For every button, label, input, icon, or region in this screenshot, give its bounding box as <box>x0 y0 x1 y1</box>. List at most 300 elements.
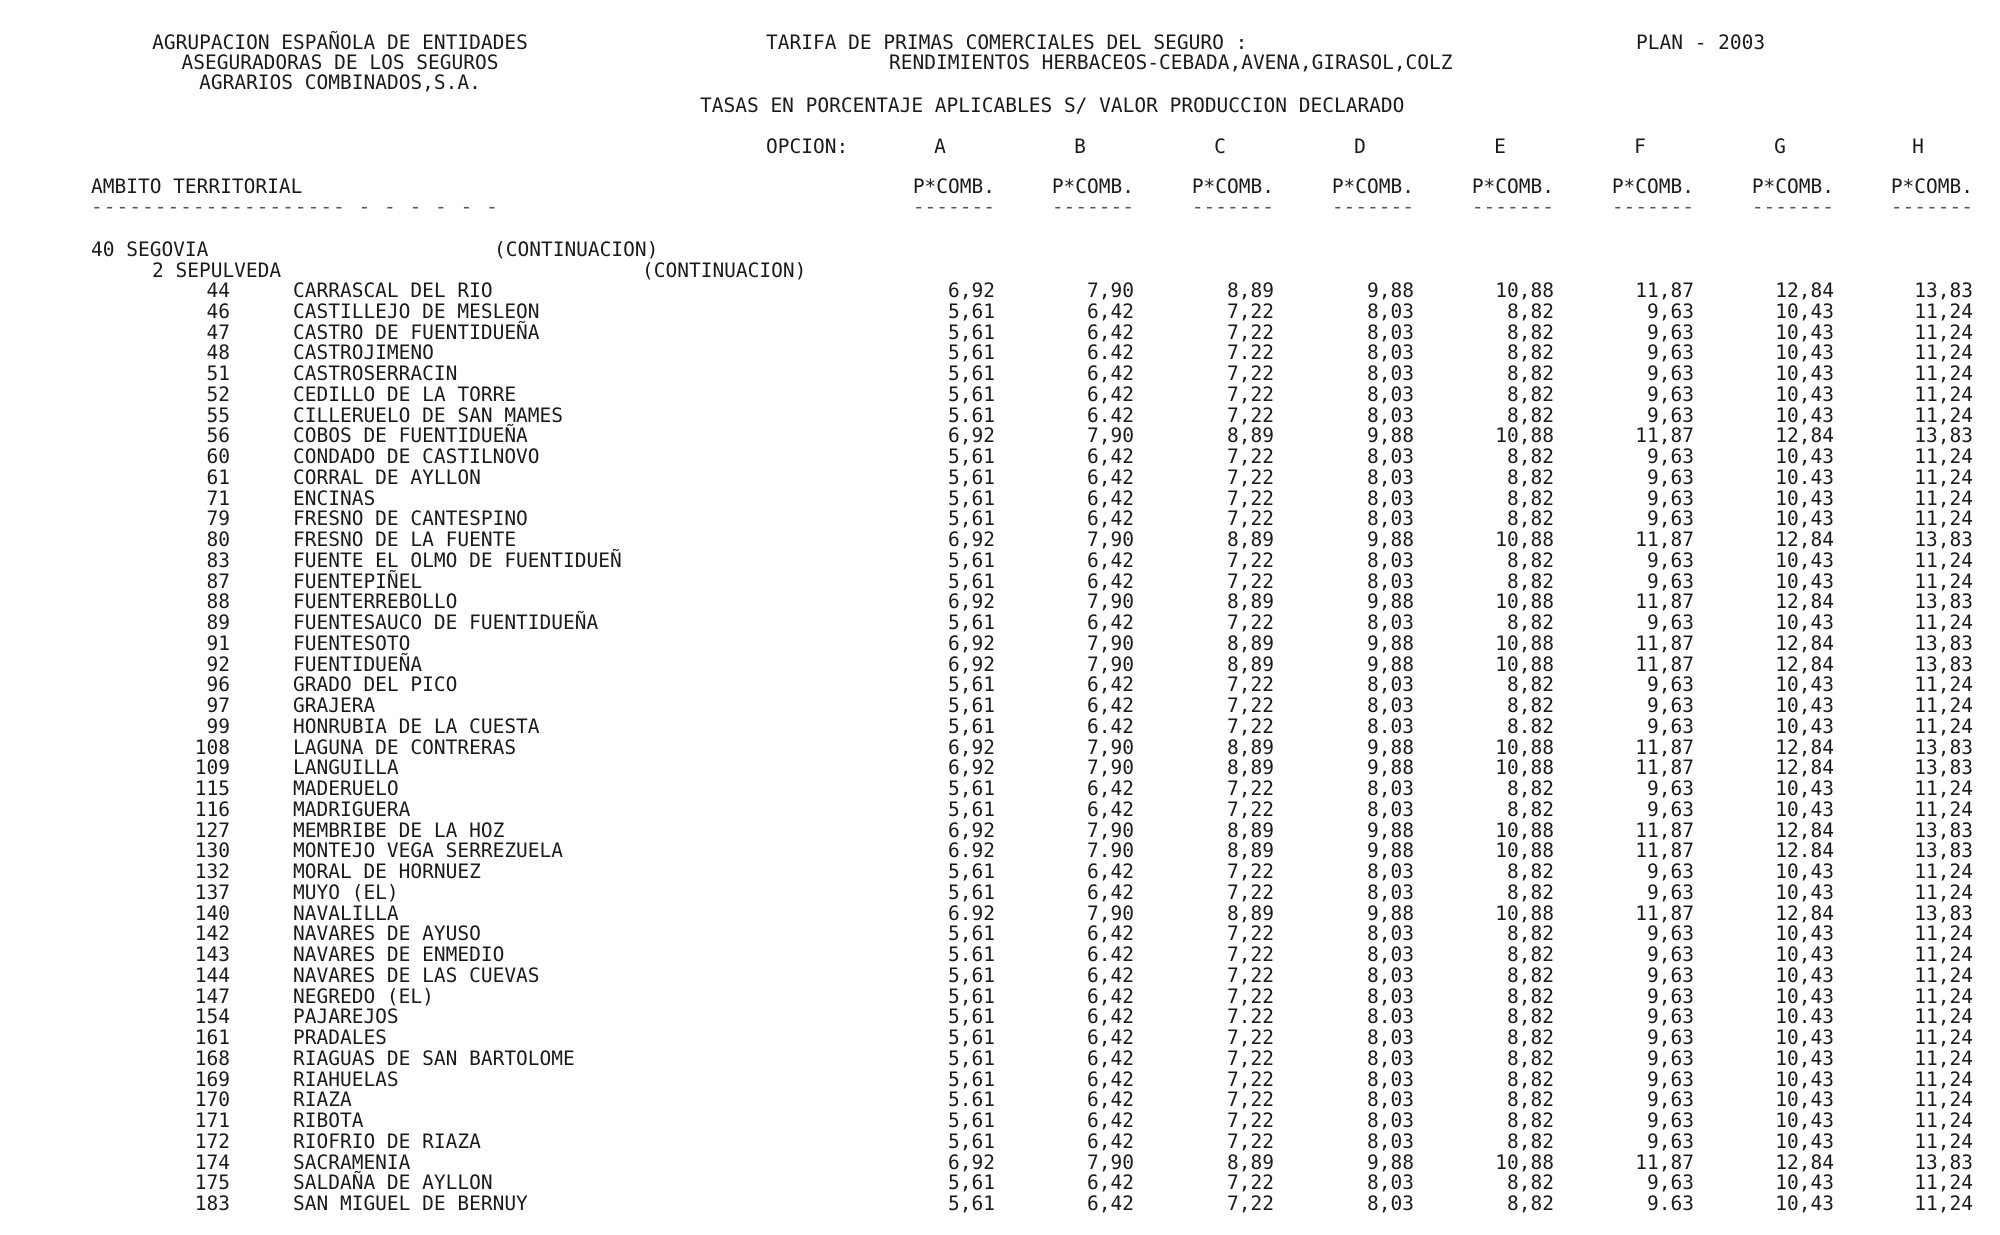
rate-cell: 7,22 <box>1227 1026 1274 1049</box>
rate-cell: 8,03 <box>1367 673 1414 696</box>
municipality-name: ENCINAS <box>293 487 376 510</box>
rate-cell: 7,90 <box>1087 590 1134 613</box>
municipality-code: 132 <box>194 860 230 883</box>
municipality-name: FUENTE EL OLMO DE FUENTIDUEÑ <box>293 549 622 572</box>
municipality-code: 56 <box>206 424 230 447</box>
rate-cell: 6.42 <box>1087 341 1134 364</box>
rate-cell: 10,43 <box>1775 860 1834 883</box>
rate-cell: 7,22 <box>1227 466 1274 489</box>
rate-cell: 9,88 <box>1367 590 1414 613</box>
rate-cell: 8,82 <box>1507 445 1554 468</box>
rate-cell: 9,63 <box>1647 466 1694 489</box>
rate-cell: 9,63 <box>1647 1005 1694 1028</box>
rate-cell: 11,24 <box>1914 362 1973 385</box>
rate-cell: 6.42 <box>1087 943 1134 966</box>
column-header: P*COMB. <box>1611 175 1694 198</box>
rate-cell: 10,43 <box>1775 673 1834 696</box>
rate-cell: 5,61 <box>948 860 995 883</box>
rate-cell: 6,42 <box>1087 694 1134 717</box>
municipality-code: 170 <box>194 1088 230 1111</box>
rate-cell: 8,82 <box>1507 798 1554 821</box>
rate-cell: 10,43 <box>1775 362 1834 385</box>
rate-cell: 10,43 <box>1775 1171 1834 1194</box>
rate-cell: 8,03 <box>1367 1047 1414 1070</box>
rate-cell: 8,89 <box>1227 1151 1274 1174</box>
municipality-name: HONRUBIA DE LA CUESTA <box>293 715 540 738</box>
rate-cell: 8,03 <box>1367 321 1414 344</box>
rate-cell: 6,92 <box>948 1151 995 1174</box>
rate-cell: 8,03 <box>1367 507 1414 530</box>
rate-cell: 7,22 <box>1227 404 1274 427</box>
rate-cell: 8,03 <box>1367 1109 1414 1132</box>
rate-cell: 7,22 <box>1227 300 1274 323</box>
rate-cell: 8,82 <box>1507 466 1554 489</box>
rate-cell: 5,61 <box>948 362 995 385</box>
rate-cell: 7,22 <box>1227 964 1274 987</box>
rate-cell: 11,24 <box>1914 383 1973 406</box>
municipality-code: 109 <box>194 756 230 779</box>
rate-cell: 5,61 <box>948 1047 995 1070</box>
rate-cell: 11,24 <box>1914 466 1973 489</box>
rate-cell: 7,22 <box>1227 860 1274 883</box>
rate-cell: 11,24 <box>1914 1005 1973 1028</box>
rate-cell: 6.92 <box>948 839 995 862</box>
rate-cell: 8,03 <box>1367 860 1414 883</box>
rate-cell: 8,82 <box>1507 1171 1554 1194</box>
municipality-code: 71 <box>206 487 230 510</box>
option-letter: H <box>1912 135 1924 158</box>
rate-cell: 9,63 <box>1647 341 1694 364</box>
rate-cell: 8,89 <box>1227 424 1274 447</box>
rate-cell: 8,03 <box>1367 549 1414 572</box>
rate-cell: 7,22 <box>1227 985 1274 1008</box>
rate-cell: 8,03 <box>1367 964 1414 987</box>
rate-cell: 10,43 <box>1775 1068 1834 1091</box>
rates-note: TASAS EN PORCENTAJE APLICABLES S/ VALOR PRODUCCION DECLARADO <box>700 94 1405 117</box>
rate-cell: 11,87 <box>1635 839 1694 862</box>
rate-cell: 6,42 <box>1087 1026 1134 1049</box>
municipality-name: PAJAREJOS <box>293 1005 399 1028</box>
municipality-code: 97 <box>206 694 230 717</box>
rate-cell: 8,03 <box>1367 1130 1414 1153</box>
rate-cell: 13,83 <box>1914 756 1973 779</box>
rate-cell: 9,63 <box>1647 673 1694 696</box>
rate-cell: 7,22 <box>1227 570 1274 593</box>
rate-cell: 8,82 <box>1507 487 1554 510</box>
rate-cell: 8,03 <box>1367 1088 1414 1111</box>
rate-cell: 13,83 <box>1914 590 1973 613</box>
rate-cell: 11,24 <box>1914 694 1973 717</box>
rate-cell: 9,63 <box>1647 777 1694 800</box>
municipality-code: 60 <box>206 445 230 468</box>
municipality-name: NAVARES DE LAS CUEVAS <box>293 964 540 987</box>
rate-cell: 9,63 <box>1647 383 1694 406</box>
municipality-name: RIAHUELAS <box>293 1068 399 1091</box>
rate-cell: 10,43 <box>1775 1026 1834 1049</box>
rate-cell: 7,22 <box>1227 1171 1274 1194</box>
rate-cell: 11,24 <box>1914 922 1973 945</box>
rate-cell: 10,43 <box>1775 507 1834 530</box>
rate-cell: 10,88 <box>1495 653 1554 676</box>
rate-cell: 9,63 <box>1647 1047 1694 1070</box>
rate-cell: 13,83 <box>1914 736 1973 759</box>
rate-cell: 8.03 <box>1367 1005 1414 1028</box>
municipality-code: 61 <box>206 466 230 489</box>
rate-cell: 9,88 <box>1367 279 1414 302</box>
municipality-code: 137 <box>194 881 230 904</box>
rate-cell: 10,88 <box>1495 528 1554 551</box>
rate-cell: 7,90 <box>1087 736 1134 759</box>
rate-cell: 8,89 <box>1227 839 1274 862</box>
municipality-code: 46 <box>206 300 230 323</box>
rate-cell: 5.61 <box>948 404 995 427</box>
rate-cell: 7,90 <box>1087 424 1134 447</box>
rate-cell: 5,61 <box>948 1068 995 1091</box>
rate-cell: 8,89 <box>1227 736 1274 759</box>
rate-cell: 10,43 <box>1775 383 1834 406</box>
rate-cell: 10,88 <box>1495 632 1554 655</box>
rate-cell: 7,22 <box>1227 715 1274 738</box>
option-label: OPCION: <box>766 135 849 158</box>
rate-cell: 13,83 <box>1914 653 1973 676</box>
column-header: P*COMB. <box>1331 175 1414 198</box>
rate-cell: 7,90 <box>1087 632 1134 655</box>
rate-cell: 8,82 <box>1507 1047 1554 1070</box>
rate-cell: 9,63 <box>1647 445 1694 468</box>
rate-cell: 11,87 <box>1635 902 1694 925</box>
comarca-label: 2 SEPULVEDA <box>152 259 282 282</box>
rate-cell: 12,84 <box>1775 1151 1834 1174</box>
municipality-name: CILLERUELO DE SAN MAMES <box>293 404 564 427</box>
rate-cell: 8,89 <box>1227 756 1274 779</box>
municipality-name: SALDAÑA DE AYLLON <box>293 1171 493 1194</box>
rate-cell: 10,43 <box>1775 1047 1834 1070</box>
rate-cell: 10,43 <box>1775 570 1834 593</box>
rate-cell: 6,42 <box>1087 507 1134 530</box>
rate-cell: 13,83 <box>1914 1151 1973 1174</box>
rate-cell: 11,87 <box>1635 528 1694 551</box>
rate-cell: 8,03 <box>1367 300 1414 323</box>
rate-cell: 10,88 <box>1495 1151 1554 1174</box>
rate-cell: 11,87 <box>1635 424 1694 447</box>
rate-cell: 8,03 <box>1367 881 1414 904</box>
municipality-name: MUYO (EL) <box>293 881 399 904</box>
rate-cell: 8,82 <box>1507 404 1554 427</box>
rate-cell: 8,82 <box>1507 362 1554 385</box>
column-underline: ------- <box>1751 195 1834 218</box>
municipality-code: 44 <box>206 279 230 302</box>
municipality-code: 144 <box>194 964 230 987</box>
municipality-name: FRESNO DE LA FUENTE <box>293 528 517 551</box>
rate-cell: 6,42 <box>1087 1047 1134 1070</box>
rate-cell: 8,89 <box>1227 653 1274 676</box>
rate-cell: 8,03 <box>1367 1068 1414 1091</box>
rate-cell: 7,22 <box>1227 1088 1274 1111</box>
rate-cell: 8,82 <box>1507 1192 1554 1215</box>
rate-cell: 10,43 <box>1775 922 1834 945</box>
rate-cell: 8,82 <box>1507 673 1554 696</box>
municipality-name: LANGUILLA <box>293 756 399 779</box>
rate-cell: 9,63 <box>1647 549 1694 572</box>
rate-cell: 9,63 <box>1647 860 1694 883</box>
rate-cell: 8,03 <box>1367 1171 1414 1194</box>
rate-cell: 6,92 <box>948 424 995 447</box>
option-letter: F <box>1634 135 1646 158</box>
rate-cell: 9,63 <box>1647 1109 1694 1132</box>
municipality-code: 171 <box>194 1109 230 1132</box>
rate-cell: 8,82 <box>1507 570 1554 593</box>
municipality-code: 143 <box>194 943 230 966</box>
rate-cell: 9,63 <box>1647 1068 1694 1091</box>
column-underline: ------- <box>1471 195 1554 218</box>
rate-cell: 10,88 <box>1495 839 1554 862</box>
rate-cell: 6,42 <box>1087 1088 1134 1111</box>
rate-cell: 7,90 <box>1087 279 1134 302</box>
rate-cell: 8,82 <box>1507 694 1554 717</box>
municipality-name: FUENTERREBOLLO <box>293 590 458 613</box>
municipality-name: FRESNO DE CANTESPINO <box>293 507 528 530</box>
rate-cell: 7,22 <box>1227 611 1274 634</box>
rate-cell: 9,88 <box>1367 839 1414 862</box>
rate-cell: 6,42 <box>1087 611 1134 634</box>
document-subtitle: RENDIMIENTOS HERBACEOS-CEBADA,AVENA,GIRASOL,COLZ <box>889 51 1453 74</box>
rate-cell: 13,83 <box>1914 819 1973 842</box>
rate-cell: 8,82 <box>1507 300 1554 323</box>
municipality-code: 130 <box>194 839 230 862</box>
plan-label: PLAN - 2003 <box>1636 31 1766 54</box>
rate-cell: 6,42 <box>1087 1068 1134 1091</box>
rate-cell: 8,03 <box>1367 1192 1414 1215</box>
rate-cell: 6,42 <box>1087 985 1134 1008</box>
municipality-name: RIAZA <box>293 1088 352 1111</box>
rate-cell: 11,87 <box>1635 632 1694 655</box>
rate-cell: 11,24 <box>1914 715 1973 738</box>
rate-cell: 6,92 <box>948 632 995 655</box>
rate-cell: 9,88 <box>1367 632 1414 655</box>
rate-cell: 8,82 <box>1507 860 1554 883</box>
ambito-label: AMBITO TERRITORIAL <box>91 175 303 198</box>
municipality-code: 47 <box>206 321 230 344</box>
rate-cell: 11,24 <box>1914 445 1973 468</box>
rate-cell: 11,24 <box>1914 1047 1973 1070</box>
rate-cell: 9,88 <box>1367 424 1414 447</box>
rate-cell: 6,42 <box>1087 1005 1134 1028</box>
rate-cell: 6,42 <box>1087 964 1134 987</box>
province-continuation: (CONTINUACION) <box>494 238 659 261</box>
municipality-name: MADERUELO <box>293 777 399 800</box>
rate-cell: 5,61 <box>948 694 995 717</box>
rate-cell: 9,63 <box>1647 611 1694 634</box>
rate-cell: 10,43 <box>1775 943 1834 966</box>
column-underline: ------- <box>1051 195 1134 218</box>
municipality-code: 52 <box>206 383 230 406</box>
municipality-code: 80 <box>206 528 230 551</box>
municipality-name: CASTRO DE FUENTIDUEÑA <box>293 321 540 344</box>
rate-cell: 11,87 <box>1635 756 1694 779</box>
column-header: P*COMB. <box>1890 175 1973 198</box>
column-header: P*COMB. <box>1191 175 1274 198</box>
municipality-name: RIOFRIO DE RIAZA <box>293 1130 481 1153</box>
rate-cell: 12,84 <box>1775 819 1834 842</box>
municipality-name: MEMBRIBE DE LA HOZ <box>293 819 505 842</box>
rate-cell: 12,84 <box>1775 653 1834 676</box>
rate-cell: 10,43 <box>1775 1192 1834 1215</box>
rate-cell: 8,82 <box>1507 321 1554 344</box>
rate-cell: 9,63 <box>1647 1130 1694 1153</box>
rate-cell: 10,43 <box>1775 798 1834 821</box>
rate-cell: 5,61 <box>948 715 995 738</box>
rate-cell: 9,88 <box>1367 736 1414 759</box>
rate-cell: 8,82 <box>1507 1130 1554 1153</box>
rate-cell: 11,24 <box>1914 611 1973 634</box>
rate-cell: 8,03 <box>1367 943 1414 966</box>
municipality-name: RIBOTA <box>293 1109 364 1132</box>
rate-cell: 8.82 <box>1507 715 1554 738</box>
municipality-name: MADRIGUERA <box>293 798 411 821</box>
rate-cell: 6,92 <box>948 653 995 676</box>
rate-cell: 5,61 <box>948 549 995 572</box>
rate-cell: 8,89 <box>1227 632 1274 655</box>
rate-cell: 6,42 <box>1087 466 1134 489</box>
rate-cell: 11,24 <box>1914 881 1973 904</box>
rate-cell: 6.42 <box>1087 404 1134 427</box>
municipality-name: CASTROSERRACIN <box>293 362 458 385</box>
rate-cell: 5,61 <box>948 1005 995 1028</box>
rate-cell: 6,42 <box>1087 362 1134 385</box>
rate-cell: 10,88 <box>1495 279 1554 302</box>
municipality-code: 142 <box>194 922 230 945</box>
municipality-code: 99 <box>206 715 230 738</box>
rate-cell: 11,87 <box>1635 1151 1694 1174</box>
municipality-name: FUENTESAUCO DE FUENTIDUEÑA <box>293 611 599 634</box>
rate-cell: 11,24 <box>1914 1088 1973 1111</box>
rate-cell: 6,92 <box>948 756 995 779</box>
rate-cell: 6.42 <box>1087 715 1134 738</box>
rate-cell: 5,61 <box>948 1192 995 1215</box>
rate-cell: 11,24 <box>1914 798 1973 821</box>
rate-cell: 11,24 <box>1914 1171 1973 1194</box>
rate-cell: 12,84 <box>1775 279 1834 302</box>
rate-cell: 5,61 <box>948 985 995 1008</box>
rate-cell: 5,61 <box>948 881 995 904</box>
municipality-name: NAVARES DE AYUSO <box>293 922 481 945</box>
rate-cell: 10.43 <box>1775 466 1834 489</box>
rate-cell: 6,42 <box>1087 549 1134 572</box>
rate-cell: 10,88 <box>1495 736 1554 759</box>
rate-cell: 11,24 <box>1914 321 1973 344</box>
rate-cell: 5,61 <box>948 341 995 364</box>
rate-cell: 8,03 <box>1367 985 1414 1008</box>
rate-cell: 7,22 <box>1227 673 1274 696</box>
rate-cell: 6,42 <box>1087 673 1134 696</box>
rate-cell: 8,03 <box>1367 487 1414 510</box>
municipality-code: 92 <box>206 653 230 676</box>
rate-cell: 5,61 <box>948 445 995 468</box>
rate-cell: 8,82 <box>1507 985 1554 1008</box>
rate-cell: 5,61 <box>948 922 995 945</box>
municipality-code: 48 <box>206 341 230 364</box>
rate-cell: 6,42 <box>1087 1171 1134 1194</box>
rate-cell: 5,61 <box>948 383 995 406</box>
option-letter: A <box>934 135 946 158</box>
rate-cell: 8,03 <box>1367 777 1414 800</box>
municipality-name: GRADO DEL PICO <box>293 673 458 696</box>
rate-cell: 11,24 <box>1914 487 1973 510</box>
rate-cell: 12,84 <box>1775 424 1834 447</box>
rate-cell: 8,82 <box>1507 943 1554 966</box>
rate-cell: 11,24 <box>1914 549 1973 572</box>
option-letter: D <box>1354 135 1366 158</box>
rate-cell: 11,24 <box>1914 1130 1973 1153</box>
rate-cell: 9,63 <box>1647 1026 1694 1049</box>
rate-cell: 10,43 <box>1775 341 1834 364</box>
rate-cell: 9,88 <box>1367 902 1414 925</box>
municipality-code: 127 <box>194 819 230 842</box>
rate-cell: 9,63 <box>1647 1088 1694 1111</box>
municipality-name: CONDADO DE CASTILNOVO <box>293 445 540 468</box>
rate-cell: 6,42 <box>1087 860 1134 883</box>
rate-cell: 7,90 <box>1087 528 1134 551</box>
municipality-name: FUENTIDUEÑA <box>293 653 423 676</box>
municipality-name: MORAL DE HORNUEZ <box>293 860 481 883</box>
rate-cell: 8,82 <box>1507 964 1554 987</box>
rate-cell: 9,63 <box>1647 362 1694 385</box>
rate-cell: 9,63 <box>1647 943 1694 966</box>
column-underline: ------- <box>1611 195 1694 218</box>
rate-cell: 7,22 <box>1227 1109 1274 1132</box>
rate-cell: 9,63 <box>1647 1171 1694 1194</box>
rate-cell: 8,82 <box>1507 611 1554 634</box>
column-underline: ------- <box>1331 195 1414 218</box>
rate-cell: 6,92 <box>948 528 995 551</box>
rate-cell: 9,63 <box>1647 321 1694 344</box>
rate-cell: 5.61 <box>948 943 995 966</box>
rate-cell: 10,43 <box>1775 964 1834 987</box>
rate-cell: 7,22 <box>1227 1068 1274 1091</box>
rate-cell: 7,22 <box>1227 507 1274 530</box>
rate-cell: 9,88 <box>1367 756 1414 779</box>
rate-cell: 9,63 <box>1647 404 1694 427</box>
rate-cell: 6,42 <box>1087 487 1134 510</box>
rate-cell: 7,90 <box>1087 653 1134 676</box>
rate-cell: 13,83 <box>1914 839 1973 862</box>
rate-cell: 11,24 <box>1914 860 1973 883</box>
municipality-name: LAGUNA DE CONTRERAS <box>293 736 517 759</box>
rate-cell: 5,61 <box>948 777 995 800</box>
rate-cell: 11,24 <box>1914 964 1973 987</box>
rate-cell: 7,22 <box>1227 549 1274 572</box>
rate-cell: 11,24 <box>1914 1068 1973 1091</box>
rate-cell: 11,24 <box>1914 777 1973 800</box>
rate-cell: 11,24 <box>1914 1109 1973 1132</box>
rate-cell: 5,61 <box>948 321 995 344</box>
rate-cell: 11,24 <box>1914 570 1973 593</box>
rate-cell: 8,03 <box>1367 570 1414 593</box>
rate-cell: 8,82 <box>1507 1026 1554 1049</box>
rate-cell: 7,22 <box>1227 487 1274 510</box>
rate-cell: 7,22 <box>1227 362 1274 385</box>
municipality-code: 83 <box>206 549 230 572</box>
company-line-1: AGRUPACION ESPAÑOLA DE ENTIDADES <box>152 31 528 54</box>
municipality-name: SAN MIGUEL DE BERNUY <box>293 1192 528 1215</box>
option-letter: G <box>1774 135 1786 158</box>
rate-cell: 8,82 <box>1507 881 1554 904</box>
option-letter: C <box>1214 135 1226 158</box>
rate-cell: 7,22 <box>1227 943 1274 966</box>
rate-cell: 8,89 <box>1227 902 1274 925</box>
rate-cell: 9,63 <box>1647 487 1694 510</box>
rate-cell: 11,24 <box>1914 341 1973 364</box>
